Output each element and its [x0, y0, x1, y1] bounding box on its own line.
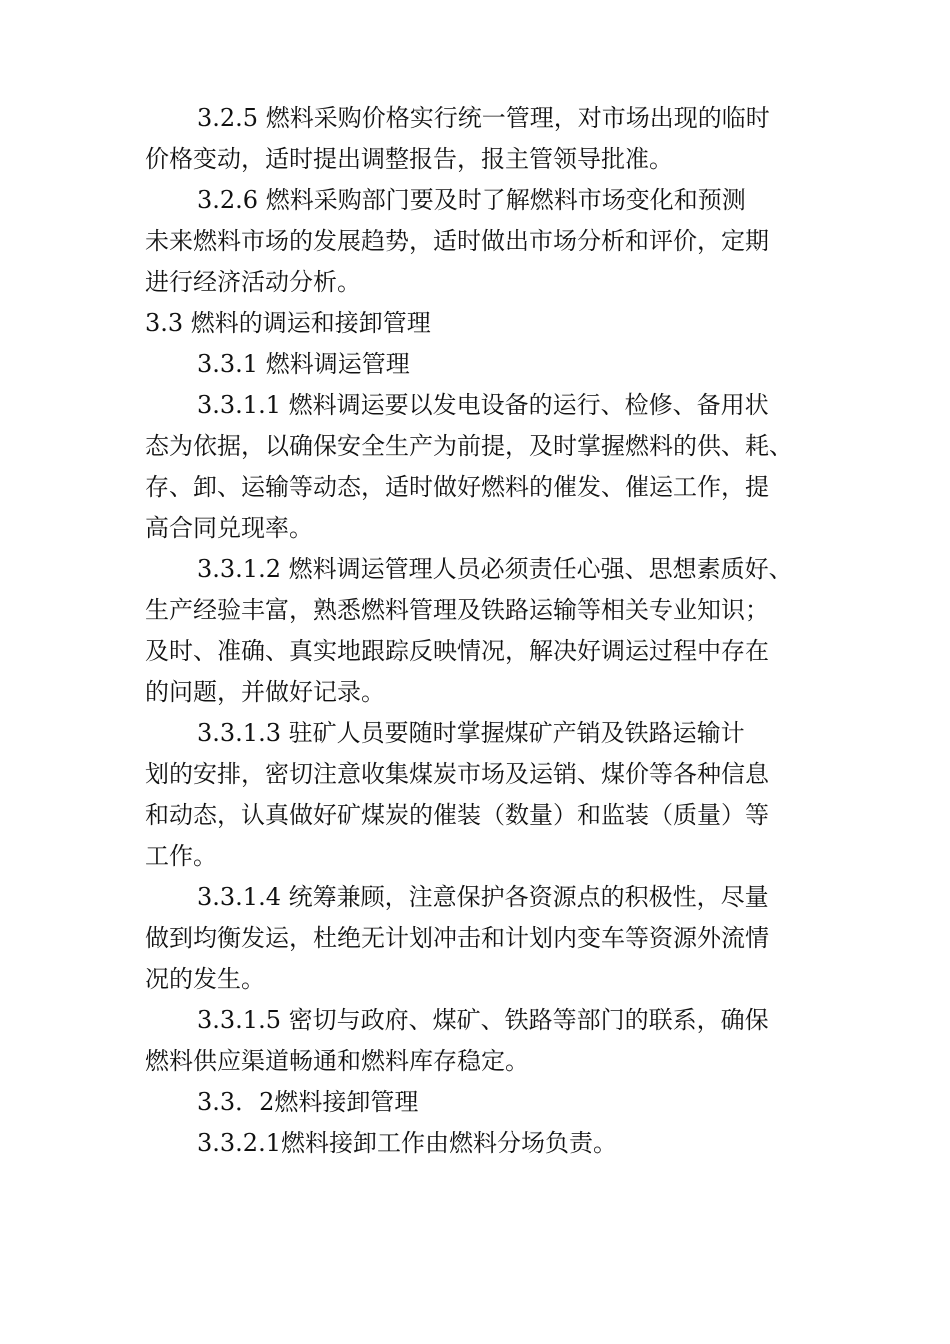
text-line: 燃料供应渠道畅通和燃料库存稳定。: [145, 1047, 529, 1075]
document-body: [145, 98, 825, 1164]
text-line: 生产经验丰富，熟悉燃料管理及铁路运输等相关专业知识；: [145, 596, 769, 624]
text-line: 存、卸、运输等动态，适时做好燃料的催发、催运工作，提: [145, 473, 769, 501]
text-line: 及时、准确、真实地跟踪反映情况，解决好调运过程中存在: [145, 637, 769, 665]
text-line: 3.3.1.1 燃料调运要以发电设备的运行、检修、备用状: [197, 391, 769, 419]
text-line: 高合同兑现率。: [145, 514, 313, 542]
text-line: 3.3.1.3 驻矿人员要随时掌握煤矿产销及铁路运输计: [197, 719, 745, 747]
text-line: 进行经济活动分析。: [145, 268, 361, 296]
text-line: 3.3.1.5 密切与政府、煤矿、铁路等部门的联系，确保: [197, 1006, 769, 1034]
text-line: 工作。: [145, 842, 217, 870]
text-line: 价格变动，适时提出调整报告，报主管领导批准。: [145, 145, 673, 173]
text-line: 和动态，认真做好矿煤炭的催装（数量）和监装（质量）等: [145, 801, 769, 829]
subsection-heading: 3.3．2燃料接卸管理: [197, 1088, 419, 1116]
text-line: 3.2.5 燃料采购价格实行统一管理，对市场出现的临时: [197, 104, 770, 132]
text-line: 态为依据，以确保安全生产为前提，及时掌握燃料的供、耗、: [145, 432, 793, 460]
text-line: 未来燃料市场的发展趋势，适时做出市场分析和评价，定期: [145, 227, 769, 255]
text-line: 的问题，并做好记录。: [145, 678, 385, 706]
section-heading: 3.3 燃料的调运和接卸管理: [145, 309, 431, 337]
text-line: 划的安排，密切注意收集煤炭市场及运销、煤价等各种信息: [145, 760, 769, 788]
text-line: 3.3.2.1燃料接卸工作由燃料分场负责。: [197, 1129, 617, 1157]
text-line: 做到均衡发运，杜绝无计划冲击和计划内变车等资源外流情: [145, 924, 769, 952]
text-line: 3.3.1.4 统筹兼顾，注意保护各资源点的积极性，尽量: [197, 883, 769, 911]
text-line: 3.2.6 燃料采购部门要及时了解燃料市场变化和预测: [197, 186, 746, 214]
subsection-heading: 3.3.1 燃料调运管理: [197, 350, 410, 378]
text-line: 况的发生。: [145, 965, 265, 993]
text-line: 3.3.1.2 燃料调运管理人员必须责任心强、思想素质好、: [197, 555, 793, 583]
